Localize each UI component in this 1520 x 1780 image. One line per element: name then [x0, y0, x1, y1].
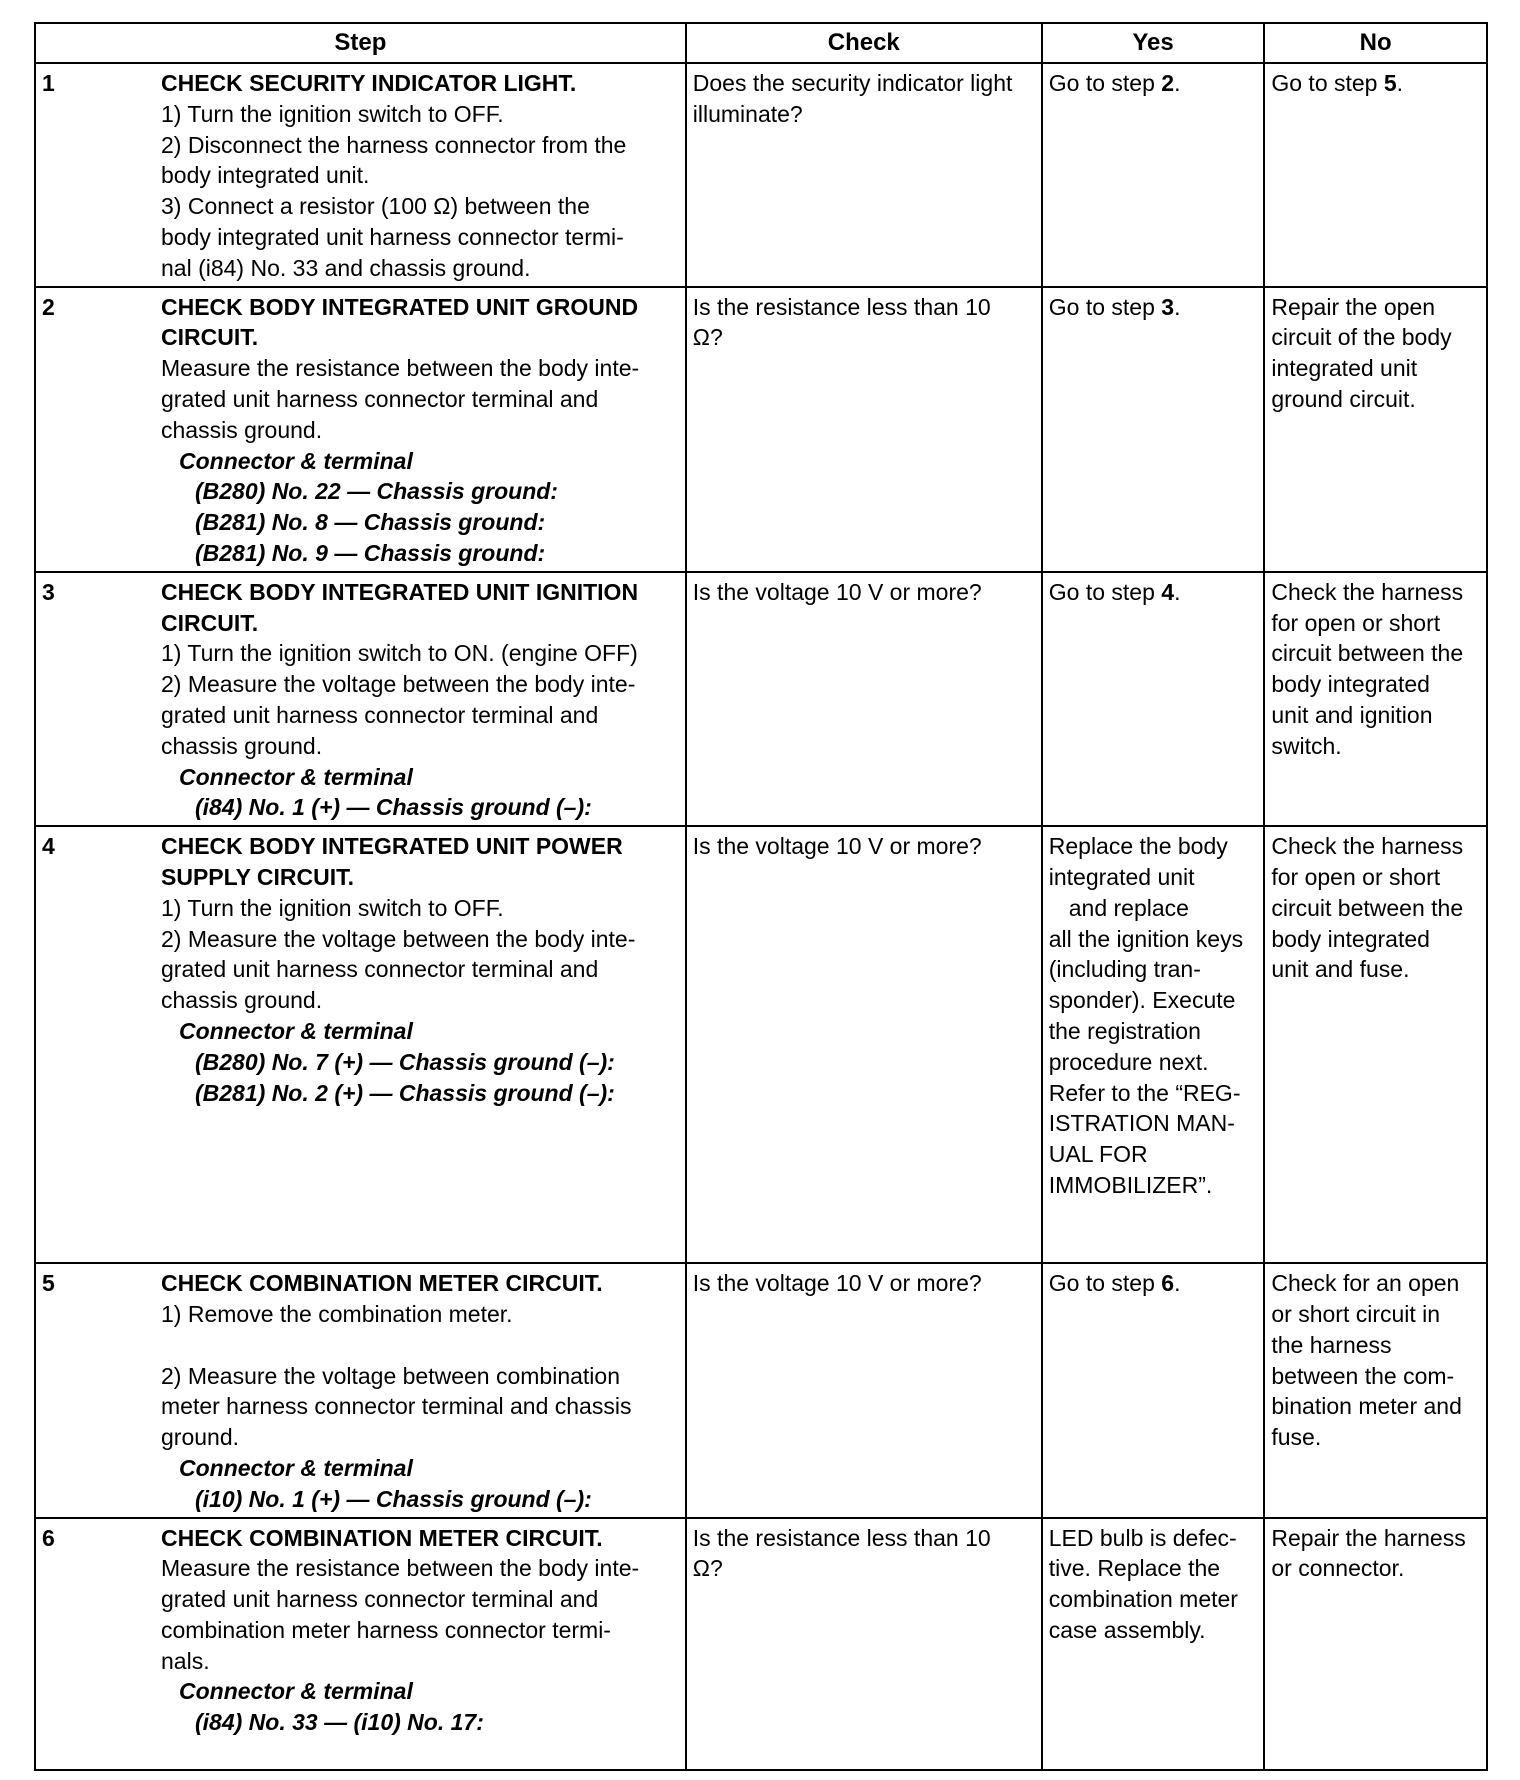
- step-number: 1: [42, 70, 55, 96]
- step-cell: [35, 826, 686, 1263]
- no-line: or connector.: [1271, 1555, 1405, 1582]
- connector-title: Connector & terminal: [179, 1678, 413, 1705]
- step-title: CHECK COMBINATION METER CIRCUIT.: [161, 1524, 603, 1551]
- step-line: meter harness connector terminal and chassis: [161, 1393, 632, 1420]
- check-line: Ω?: [692, 1555, 723, 1582]
- step-row-4: [35, 826, 1487, 1263]
- step-number: 6: [42, 1524, 55, 1551]
- check-cell: [686, 1263, 1042, 1517]
- step-cell: [35, 572, 686, 826]
- yes-step-ref: 4: [1161, 578, 1175, 605]
- header-no: No: [1264, 23, 1487, 63]
- step-row-3: [35, 572, 1487, 826]
- yes-line: combination meter: [1048, 1586, 1238, 1613]
- step-line: 3) Connect a resistor (100 Ω) between the: [161, 193, 590, 220]
- step-line: grated unit harness connector terminal and: [161, 701, 599, 728]
- step-title: CHECK BODY INTEGRATED UNIT IGNITION: [161, 578, 639, 605]
- step-title: CIRCUIT.: [161, 324, 259, 351]
- yes-line: UAL FOR: [1048, 1141, 1148, 1168]
- check-cell: [686, 287, 1042, 572]
- step-number: 3: [42, 578, 55, 605]
- connector-title: Connector & terminal: [179, 763, 413, 790]
- step-line: grated unit harness connector terminal and: [161, 956, 599, 983]
- check-line: Is the resistance less than 10: [692, 293, 991, 320]
- no-line: circuit between the: [1271, 640, 1464, 667]
- blank-line: [161, 1330, 679, 1361]
- step-number: 5: [42, 1270, 55, 1297]
- step-line: 2) Disconnect the harness connector from the: [161, 131, 627, 158]
- step-line: nal (i84) No. 33 and chassis ground.: [161, 254, 531, 281]
- yes-line: case assembly.: [1048, 1616, 1206, 1643]
- no-line: Check the harness: [1271, 578, 1464, 605]
- yes-line: tive. Replace the: [1048, 1555, 1221, 1582]
- yes-suffix: .: [1174, 70, 1181, 96]
- connector-title: Connector & terminal: [179, 447, 413, 474]
- connector-line: (i10) No. 1 (+) — Chassis ground (–):: [195, 1485, 592, 1512]
- no-line: circuit between the: [1271, 894, 1464, 921]
- step-row-6: [35, 1518, 1487, 1770]
- check-line: Is the voltage 10 V or more?: [692, 833, 982, 860]
- step-line: ground.: [161, 1424, 240, 1451]
- connector-line: (i84) No. 1 (+) — Chassis ground (–):: [195, 794, 592, 821]
- no-line: or short circuit in: [1271, 1300, 1441, 1327]
- header-step: Step: [35, 23, 686, 63]
- connector-line: (i84) No. 33 — (i10) No. 17:: [195, 1709, 484, 1736]
- yes-line: Refer to the “REG-: [1048, 1079, 1241, 1106]
- yes-cell: [1042, 63, 1265, 287]
- no-cell: [1264, 63, 1487, 287]
- no-line: ground circuit.: [1271, 385, 1416, 412]
- no-cell: [1264, 572, 1487, 826]
- step-line: 2) Measure the voltage between combination: [161, 1362, 621, 1389]
- step-cell: [35, 287, 686, 572]
- yes-suffix: .: [1174, 578, 1181, 605]
- no-line: Repair the harness: [1271, 1524, 1466, 1551]
- no-line: unit and ignition: [1271, 701, 1433, 728]
- check-cell: [686, 63, 1042, 287]
- connector-line: (B280) No. 22 — Chassis ground:: [195, 478, 558, 505]
- step-line: 1) Turn the ignition switch to OFF.: [161, 894, 504, 921]
- step-row-2: [35, 287, 1487, 572]
- yes-line: sponder). Execute: [1048, 987, 1236, 1014]
- step-title: SUPPLY CIRCUIT.: [161, 863, 354, 890]
- step-line: grated unit harness connector terminal and: [161, 1586, 599, 1613]
- yes-line: procedure next.: [1048, 1048, 1209, 1075]
- no-cell: [1264, 1518, 1487, 1770]
- yes-cell: [1042, 826, 1265, 1263]
- yes-line: IMMOBILIZER”.: [1048, 1171, 1213, 1198]
- step-line: body integrated unit harness connector termi-: [161, 223, 624, 250]
- step-line: Measure the resistance between the body inte-: [161, 1555, 640, 1582]
- no-line: switch.: [1271, 732, 1342, 759]
- yes-line: integrated unit: [1048, 863, 1195, 890]
- step-number: 4: [42, 833, 55, 860]
- step-title: CHECK BODY INTEGRATED UNIT POWER: [161, 833, 623, 860]
- step-line: 2) Measure the voltage between the body inte-: [161, 925, 636, 952]
- yes-line: (including tran-: [1048, 956, 1201, 983]
- no-line: Check for an open: [1271, 1270, 1460, 1297]
- no-line: integrated unit: [1271, 355, 1418, 382]
- yes-line: ISTRATION MAN-: [1048, 1110, 1235, 1137]
- yes-line: Replace the body: [1048, 833, 1228, 860]
- step-row-1: [35, 63, 1487, 287]
- no-step-ref: 5: [1383, 70, 1397, 96]
- header-check: Check: [686, 23, 1042, 63]
- step-line: combination meter harness connector termi-: [161, 1616, 611, 1643]
- no-cell: [1264, 287, 1487, 572]
- step-line: 1) Turn the ignition switch to ON. (engine OFF): [161, 640, 638, 667]
- no-line: fuse.: [1271, 1424, 1322, 1451]
- step-line: grated unit harness connector terminal and: [161, 385, 599, 412]
- no-cell: [1264, 826, 1487, 1263]
- check-line: Is the voltage 10 V or more?: [692, 1270, 982, 1297]
- header-row: [35, 23, 1487, 63]
- no-line: bination meter and: [1271, 1393, 1462, 1420]
- step-line: chassis ground.: [161, 416, 323, 443]
- no-line: Check the harness: [1271, 833, 1464, 860]
- check-line: Is the resistance less than 10: [692, 1524, 991, 1551]
- header-yes: Yes: [1042, 23, 1265, 63]
- connector-line: (B281) No. 2 (+) — Chassis ground (–):: [195, 1079, 615, 1106]
- yes-text: Go to step: [1048, 578, 1162, 605]
- step-line: chassis ground.: [161, 732, 323, 759]
- step-line: nals.: [161, 1647, 210, 1674]
- step-line: 2) Measure the voltage between the body inte-: [161, 671, 636, 698]
- yes-suffix: .: [1174, 1270, 1181, 1297]
- check-cell: [686, 1518, 1042, 1770]
- no-line: the harness: [1271, 1331, 1392, 1358]
- yes-text: Go to step: [1048, 70, 1162, 96]
- yes-cell: [1042, 1263, 1265, 1517]
- connector-line: (B280) No. 7 (+) — Chassis ground (–):: [195, 1048, 615, 1075]
- step-number: 2: [42, 293, 55, 320]
- step-title: CHECK COMBINATION METER CIRCUIT.: [161, 1270, 603, 1297]
- step-line: chassis ground.: [161, 987, 323, 1014]
- yes-line: all the ignition keys: [1048, 925, 1244, 952]
- no-line: between the com-: [1271, 1362, 1455, 1389]
- connector-title: Connector & terminal: [179, 1017, 413, 1044]
- yes-text: Go to step: [1048, 1270, 1162, 1297]
- no-line: body integrated: [1271, 671, 1430, 698]
- no-cell: [1264, 1263, 1487, 1517]
- yes-line: LED bulb is defec-: [1048, 1524, 1237, 1551]
- no-line: for open or short: [1271, 609, 1441, 636]
- step-line: Measure the resistance between the body inte-: [161, 355, 640, 382]
- no-suffix: .: [1396, 70, 1404, 96]
- connector-title: Connector & terminal: [179, 1454, 413, 1481]
- yes-step-ref: 6: [1161, 1270, 1175, 1297]
- yes-suffix: .: [1174, 293, 1181, 320]
- no-line: unit and fuse.: [1271, 956, 1410, 983]
- yes-cell: [1042, 1518, 1265, 1770]
- diagnostic-table: [34, 22, 1488, 1771]
- step-title: CHECK SECURITY INDICATOR LIGHT.: [161, 70, 577, 96]
- yes-step-ref: 2: [1161, 70, 1175, 96]
- step-cell: [35, 1518, 686, 1770]
- no-line: Repair the open: [1271, 293, 1436, 320]
- step-row-5: [35, 1263, 1487, 1517]
- yes-cell: [1042, 287, 1265, 572]
- yes-line: the registration: [1048, 1017, 1201, 1044]
- step-cell: [35, 63, 686, 287]
- no-line: for open or short: [1271, 863, 1441, 890]
- check-cell: [686, 572, 1042, 826]
- check-cell: [686, 826, 1042, 1263]
- connector-line: (B281) No. 9 — Chassis ground:: [195, 539, 546, 566]
- step-title: CHECK BODY INTEGRATED UNIT GROUND: [161, 293, 639, 320]
- check-line: illuminate?: [692, 100, 803, 127]
- check-line: Does the security indicator light: [692, 70, 1013, 96]
- yes-text: Go to step: [1048, 293, 1162, 320]
- connector-line: (B281) No. 8 — Chassis ground:: [195, 509, 546, 536]
- check-line: Ω?: [692, 324, 723, 351]
- yes-step-ref: 3: [1161, 293, 1175, 320]
- step-line: 1) Turn the ignition switch to OFF.: [161, 100, 504, 127]
- no-text: Go to step: [1271, 70, 1384, 96]
- check-line: Is the voltage 10 V or more?: [692, 578, 982, 605]
- no-line: circuit of the body: [1271, 324, 1452, 351]
- step-line: 1) Remove the combination meter.: [161, 1300, 513, 1327]
- step-cell: [35, 1263, 686, 1517]
- yes-line: and replace: [1068, 894, 1189, 921]
- step-line: body integrated unit.: [161, 162, 370, 189]
- no-line: body integrated: [1271, 925, 1430, 952]
- yes-cell: [1042, 572, 1265, 826]
- step-title: CIRCUIT.: [161, 609, 259, 636]
